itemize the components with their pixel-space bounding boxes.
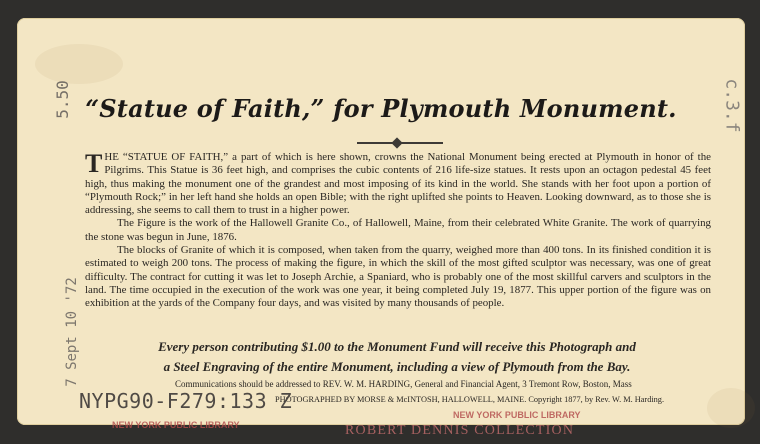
offer-line: Every person contributing $1.00 to the Monument Fund will receive this Photograph and (158, 339, 636, 354)
handwritten-call-number: NYPG90-F279:133 Z (79, 389, 293, 413)
offer-line: a Steel Engraving of the entire Monument, including a view of Plymouth from the Bay. (163, 359, 631, 374)
communications-line: Communications should be addressed to REV. W. M. HARDING, General and Financial Agent, 3 Tremont Row, Boston, Mass (175, 379, 632, 389)
intro-paragraph (85, 151, 711, 217)
paper-stain (707, 388, 755, 428)
decorative-rule (357, 142, 443, 144)
intro-text: HE “STATUE OF FAITH,” a part of which is here shown, crowns the National Monument being erected at Plymouth in honor of the Pilgrims. This Statue is 36 feet high, and comprises the cubic contents of 216 life-size statues. It rests upon an octagon pedestal 45 feet high, thus making the monument one of the grandest and most imposing of its kind in the world. She stands with her foot upon a portion of “Plymouth Rock;” in her left hand she holds an open Bible; with the right uplifted she points to Heaven. Looking downward, as to those she is addressing, she seems to call them to trust in a higher power. (85, 151, 711, 217)
stereograph-card-back (17, 18, 745, 438)
handwritten-note: 5.50 (52, 80, 72, 119)
library-stamp: NEW YORK PUBLIC LIBRARY (453, 410, 581, 420)
paper-stain (35, 44, 123, 84)
paragraph: The Figure is the work of the Hallowell Granite Co., of Hallowell, Maine, from their celebrated White Granite. The work of quarrying the stone was begun in June, 1876. (85, 217, 711, 243)
credits-line: PHOTOGRAPHED BY MORSE & McINTOSH, HALLOWELL, MAINE. Copyright 1877, by Rev. W. M. Harding. (275, 395, 665, 404)
drop-cap: T (85, 149, 103, 178)
handwritten-note: c.3.f (721, 78, 743, 133)
library-stamp: NEW YORK PUBLIC LIBRARY (112, 420, 240, 430)
collection-stamp: ROBERT DENNIS COLLECTION (345, 423, 575, 438)
main-text (85, 151, 711, 311)
paragraph: The blocks of Granite of which it is composed, when taken from the quarry, weighed more than 400 tons. In its finished condition it is estimated to weigh 200 tons. The process of making the figure, in which the skill of the most gifted sculptor was necessary, was one of great difficulty. The contract for cutting it was let to Joseph Archie, a Spaniard, who is probably one of the most skillful carvers and sculptors in the land. The time occupied in the execution of the work was one year, it being completed July 19, 1877. This upper portion of the figure was on exhibition at the yards of the Company four days, and was visited by many thousands of people. (85, 244, 711, 310)
handwritten-note: 7 Sept 10 '72 (63, 277, 80, 387)
page-title: “Statue of Faith,” for Plymouth Monument. (85, 94, 677, 123)
